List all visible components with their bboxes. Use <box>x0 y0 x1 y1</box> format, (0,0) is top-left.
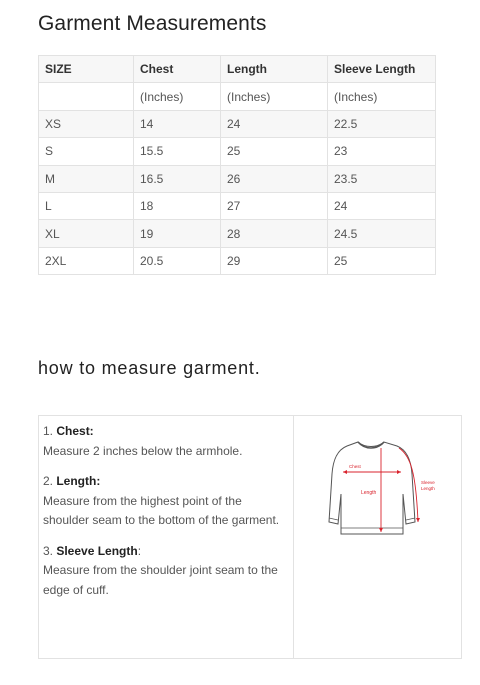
step-name: Length: <box>56 474 101 488</box>
measure-instructions <box>39 416 294 658</box>
table-header-row <box>39 56 436 83</box>
header-sleeve-length: Sleeve Length <box>328 56 436 83</box>
measure-guide-box <box>38 415 462 659</box>
header-size: SIZE <box>39 56 134 83</box>
table-cell: 24.5 <box>328 220 436 247</box>
measure-diagram-panel <box>295 416 463 658</box>
sleeve-label-line2: Length <box>421 486 435 491</box>
table-cell: 22.5 <box>328 110 436 137</box>
unit-cell: (Inches) <box>221 83 328 110</box>
step-length <box>43 472 289 531</box>
unit-cell: (Inches) <box>328 83 436 110</box>
table-row <box>39 192 436 219</box>
table-cell: 20.5 <box>134 247 221 274</box>
step-chest <box>43 422 289 461</box>
step-suffix: : <box>137 543 142 558</box>
page-title: Garment Measurements <box>38 12 267 35</box>
table-cell: 14 <box>134 110 221 137</box>
table-cell: S <box>39 138 134 165</box>
step-description: Measure from the shoulder joint seam to the edge of cuff. <box>43 563 278 597</box>
table-cell: 25 <box>221 138 328 165</box>
table-cell: 19 <box>134 220 221 247</box>
step-sleeve-length <box>43 542 289 601</box>
step-name: Sleeve Length <box>56 543 138 558</box>
step-name: Chest: <box>56 424 94 438</box>
table-cell: 15.5 <box>134 138 221 165</box>
sleeve-arrowhead <box>416 518 420 522</box>
sweatshirt-diagram <box>315 434 445 544</box>
table-cell: XL <box>39 220 134 247</box>
sleeve-label-line1: Sleeve <box>421 480 435 485</box>
table-cell: M <box>39 165 134 192</box>
unit-cell <box>39 83 134 110</box>
table-cell: 23 <box>328 138 436 165</box>
table-cell: L <box>39 192 134 219</box>
table-cell: 25 <box>328 247 436 274</box>
unit-cell: (Inches) <box>134 83 221 110</box>
how-to-measure-heading: how to measure garment. <box>38 358 261 378</box>
table-row <box>39 138 436 165</box>
table-cell: 29 <box>221 247 328 274</box>
table-cell: 24 <box>221 110 328 137</box>
table-row <box>39 165 436 192</box>
table-units-row <box>39 83 436 110</box>
table-cell: 28 <box>221 220 328 247</box>
step-number: 2. <box>43 474 57 488</box>
length-label: Length <box>361 490 377 496</box>
chest-label: Chest <box>349 464 361 469</box>
step-description: Measure from the highest point of the shoulder seam to the bottom of the garment. <box>43 493 280 527</box>
header-length: Length <box>221 56 328 83</box>
table-cell: 26 <box>221 165 328 192</box>
table-row <box>39 220 436 247</box>
table-cell: 27 <box>221 192 328 219</box>
step-number: 1. <box>43 424 57 438</box>
table-cell: 2XL <box>39 247 134 274</box>
step-number: 3. <box>43 543 57 558</box>
sweatshirt-outline <box>329 442 415 534</box>
table-row <box>39 247 436 274</box>
size-chart-table <box>38 55 436 275</box>
table-cell: 16.5 <box>134 165 221 192</box>
table-row <box>39 110 436 137</box>
header-chest: Chest <box>134 56 221 83</box>
table-cell: XS <box>39 110 134 137</box>
step-description: Measure 2 inches below the armhole. <box>43 443 243 458</box>
table-cell: 24 <box>328 192 436 219</box>
table-cell: 18 <box>134 192 221 219</box>
table-cell: 23.5 <box>328 165 436 192</box>
